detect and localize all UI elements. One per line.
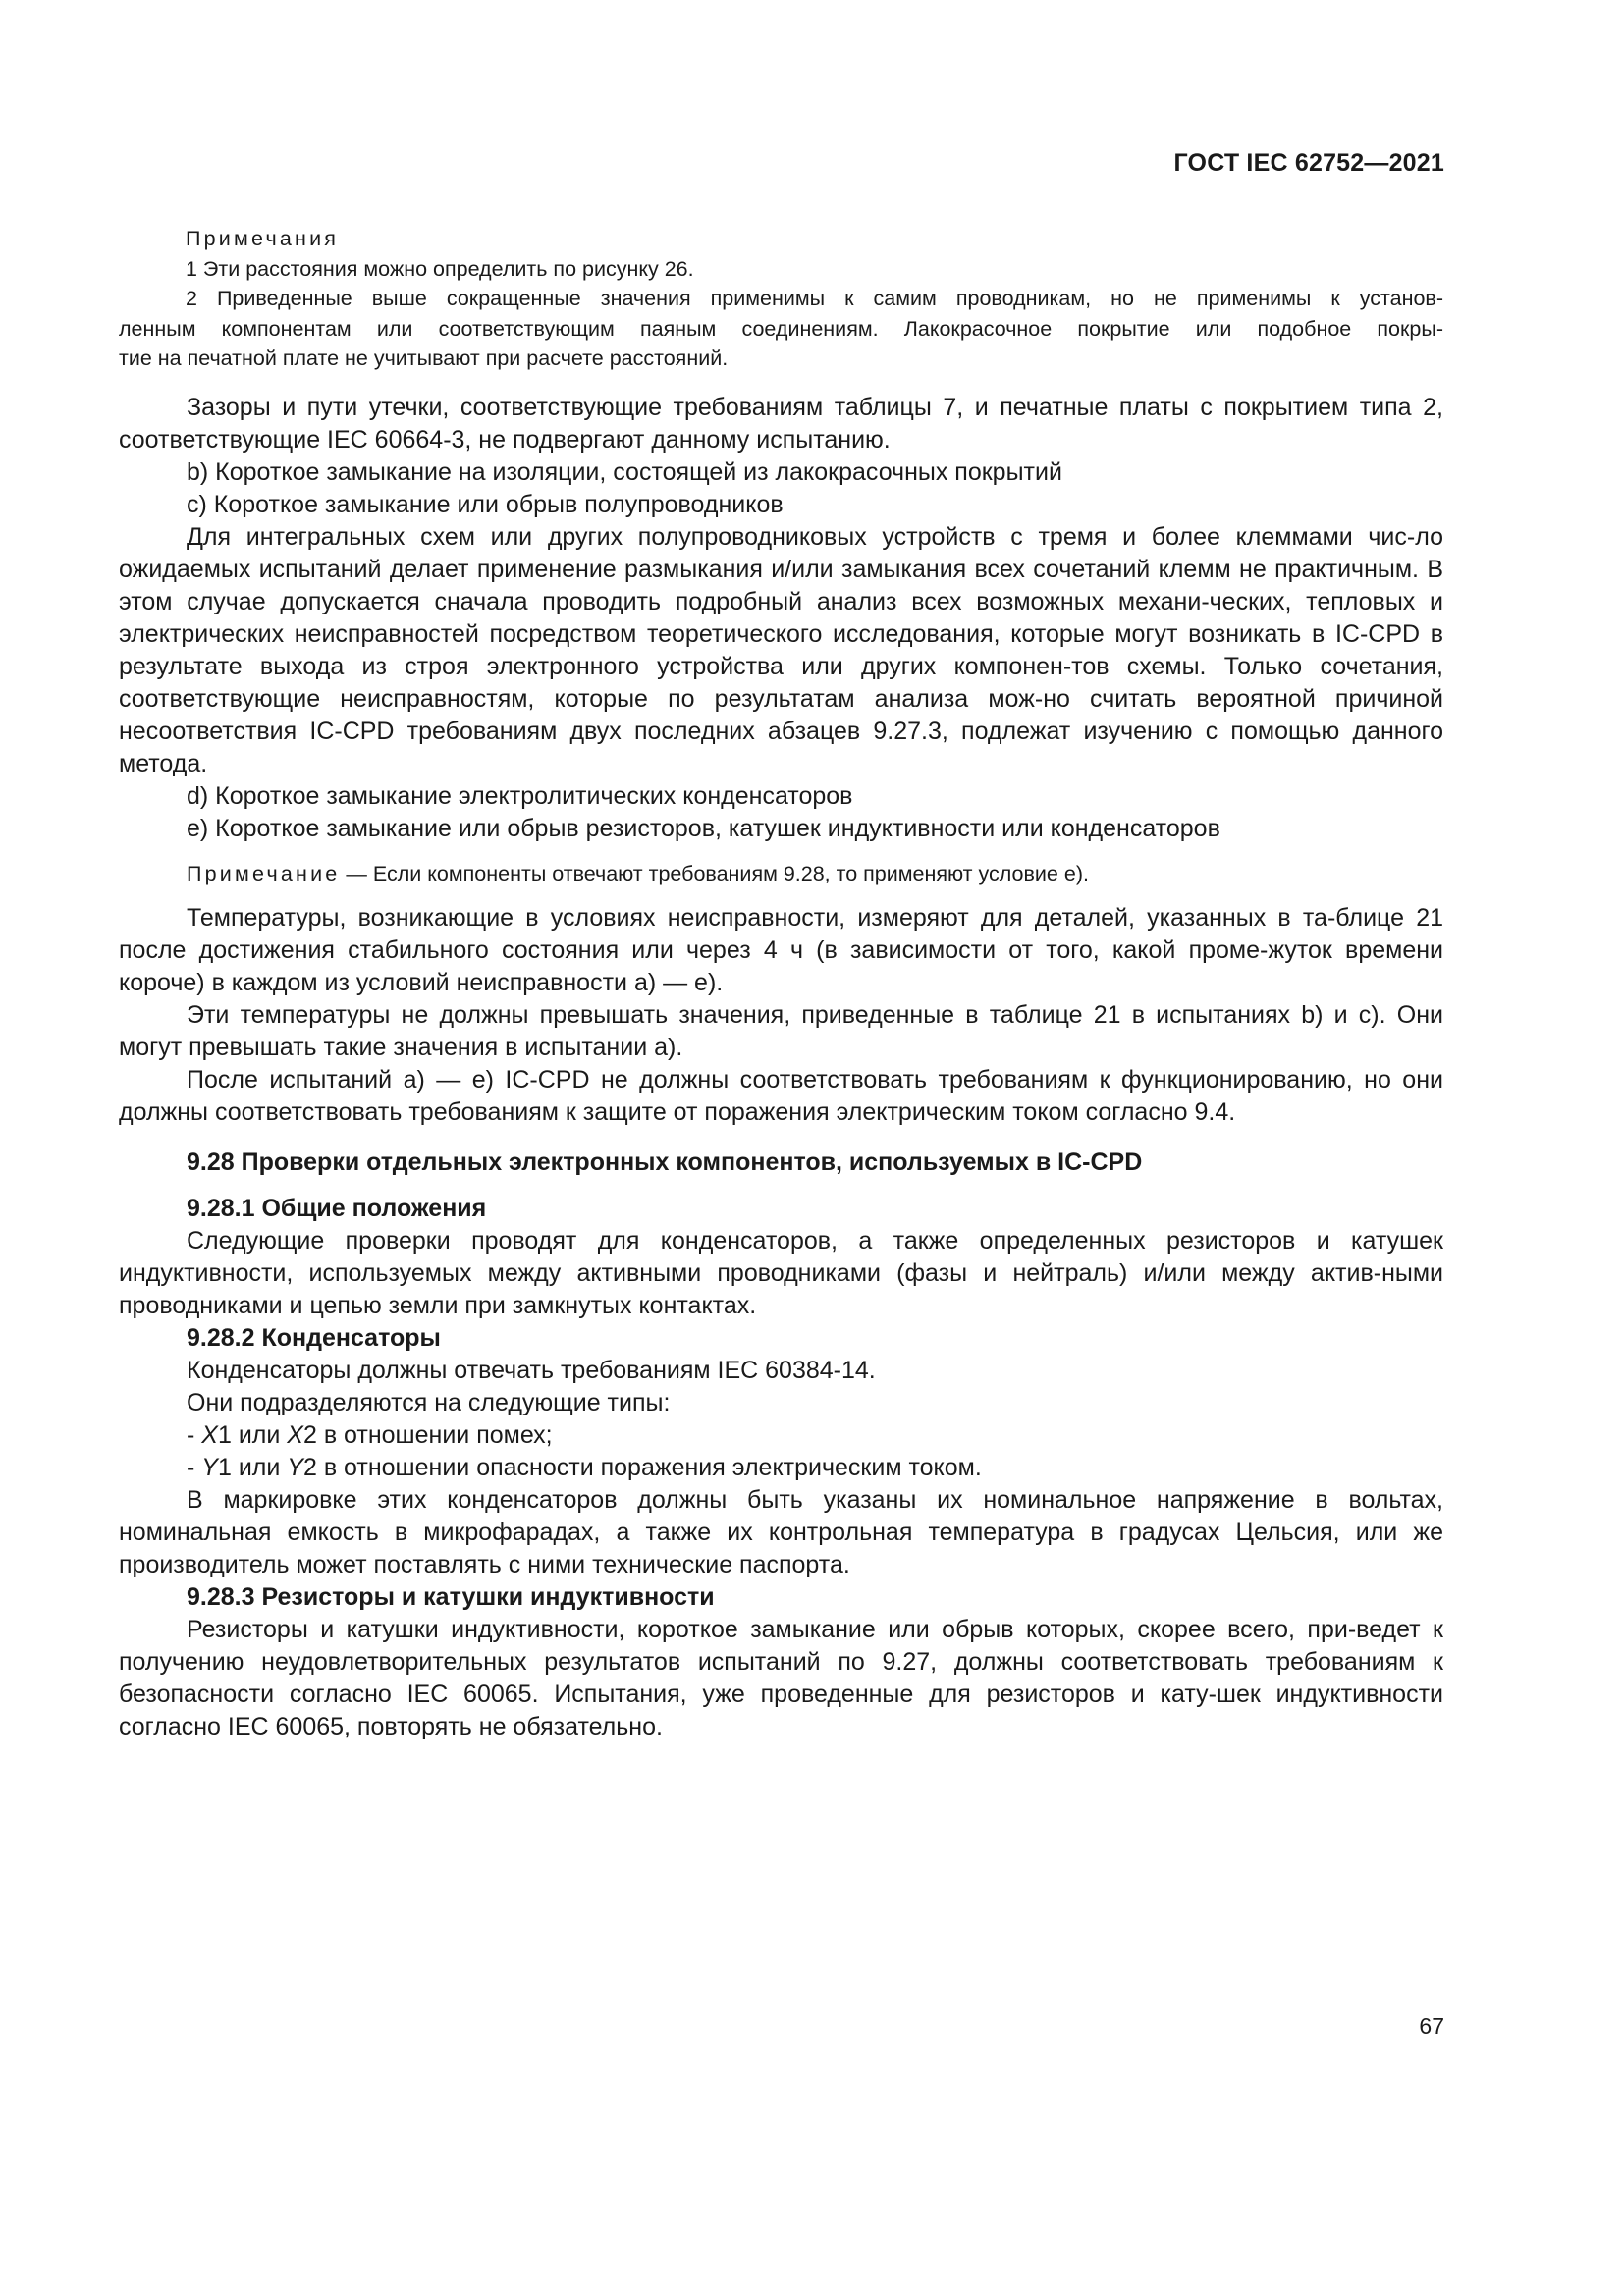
paragraph-after-tests: После испытаний a) — e) IC-CPD не должны соответствовать требованиям к функционированию, но они должны соответствовать требованиям к защите от поражения электрическим током согласно 9.4. <box>119 1065 1443 1126</box>
main-body-continued <box>119 902 1443 1129</box>
section-9-28-body <box>119 1193 1443 1743</box>
inline-note-text: — Если компоненты отвечают требованиям 9.28, то применяют условие e). <box>340 861 1089 885</box>
subsection-9-28-2-title: 9.28.2 Конденсаторы <box>187 1323 441 1352</box>
note-2-line-2: ленным компонентам или соответствующим паяным соединениям. Лакокрасочное покрытие или подобное покры- <box>119 316 1443 341</box>
paragraph-clearances: Зазоры и пути утечки, соответствующие требованиям таблицы 7, и печатные платы с покрытием типа 2, соответствующие IEC 60664-3, не подвергают данному испытанию. <box>119 393 1443 454</box>
item-e: e) Короткое замыкание или обрыв резисторов, катушек индуктивности или конденсаторов <box>187 814 1220 842</box>
note-2-line-1: 2 Приведенные выше сокращенные значения применимы к самим проводникам, но не применимы к установ- <box>186 287 1443 310</box>
capacitors-requirement: Конденсаторы должны отвечать требованиям IEC 60384-14. <box>187 1356 876 1384</box>
note-2-line-3: тие на печатной плате не учитывают при расчете расстояний. <box>119 347 729 370</box>
subsection-9-28-1-text: Следующие проверки проводят для конденсаторов, а также определенных резисторов и катушек индуктивности, используемых между активными проводниками (фазы и нейтраль) и/или между актив-ными проводниками и цепью земли при замкнутых контактах. <box>119 1226 1443 1319</box>
inline-note <box>119 859 1443 888</box>
inline-note-label: Примечание <box>187 861 341 885</box>
capacitor-marking-paragraph: В маркировке этих конденсаторов должны быть указаны их номинальное напряжение в вольтах, номинальная емкость в микрофарадах, а также их контрольная температура в градусах Цельсия, или же производитель может поставлять с ними технические паспорта. <box>119 1485 1443 1578</box>
capacitor-types-intro: Они подразделяются на следующие типы: <box>187 1388 671 1416</box>
subsection-9-28-1-title: 9.28.1 Общие положения <box>187 1194 487 1222</box>
capacitor-type-x: - X1 или X2 в отношении помех; <box>187 1420 553 1449</box>
item-c: c) Короткое замыкание или обрыв полупроводников <box>187 490 784 518</box>
standard-number: ГОСТ IEC 62752—2021 <box>1173 149 1444 177</box>
item-d: d) Короткое замыкание электролитических конденсаторов <box>187 781 853 810</box>
subsection-9-28-3-text: Резисторы и катушки индуктивности, короткое замыкание или обрыв которых, скорее всего, при-ведет к получению неудовлетворительных результатов испытаний по 9.27, должны соответствовать требованиям к безопасности согласно IEC 60065. Испытания, уже проведенные для резисторов и кату-шек индуктивности согласно IEC 60065, повторять не обязательно. <box>119 1615 1443 1740</box>
main-body <box>119 392 1443 845</box>
capacitor-type-y: - Y1 или Y2 в отношении опасности поражения электрическим током. <box>187 1453 982 1481</box>
note-1: 1 Эти расстояния можно определить по рисунку 26. <box>186 256 694 281</box>
paragraph-temperature-limits: Эти температуры не должны превышать значения, приведенные в таблице 21 в испытаниях b) и c). Они могут превышать такие значения в испытании a). <box>119 1000 1443 1061</box>
subsection-9-28-3-title: 9.28.3 Резисторы и катушки индуктивности <box>187 1582 715 1611</box>
paragraph-integrated-circuits: Для интегральных схем или других полупроводниковых устройств с тремя и более клеммами чис-ло ожидаемых испытаний делает применение размыкания и/или замыкания всех сочетаний клемм не практичным. В этом случае допускается сначала проводить подробный анализ всех возможных механи-ческих, тепловых и электрических неисправностей посредством теоретического исследования, которые могут возникать в IC-CPD в результате выхода из строя электронного устройства или других компонен-тов схемы. Только сочетания, соответствующие неисправностям, которые по результатам анализа мож-но считать вероятной причиной несоответствия IC-CPD требованиям двух последних абзацев 9.27.3, подлежат изучению с помощью данного метода. <box>119 522 1443 777</box>
notes-heading: Примечания <box>186 227 340 250</box>
notes-block <box>119 224 1443 374</box>
page-content <box>119 224 1443 1743</box>
item-b: b) Короткое замыкание на изоляции, состоящей из лакокрасочных покрытий <box>187 457 1062 486</box>
paragraph-temperatures: Температуры, возникающие в условиях неисправности, измеряют для деталей, указанных в та-блице 21 после достижения стабильного состояния или через 4 ч (в зависимости от того, какой проме-жуток времени короче) в каждом из условий неисправности a) — e). <box>119 903 1443 996</box>
section-9-28-title: 9.28 Проверки отдельных электронных компонентов, используемых в IC-CPD <box>187 1148 1143 1176</box>
page-number: 67 <box>1419 2013 1444 2039</box>
